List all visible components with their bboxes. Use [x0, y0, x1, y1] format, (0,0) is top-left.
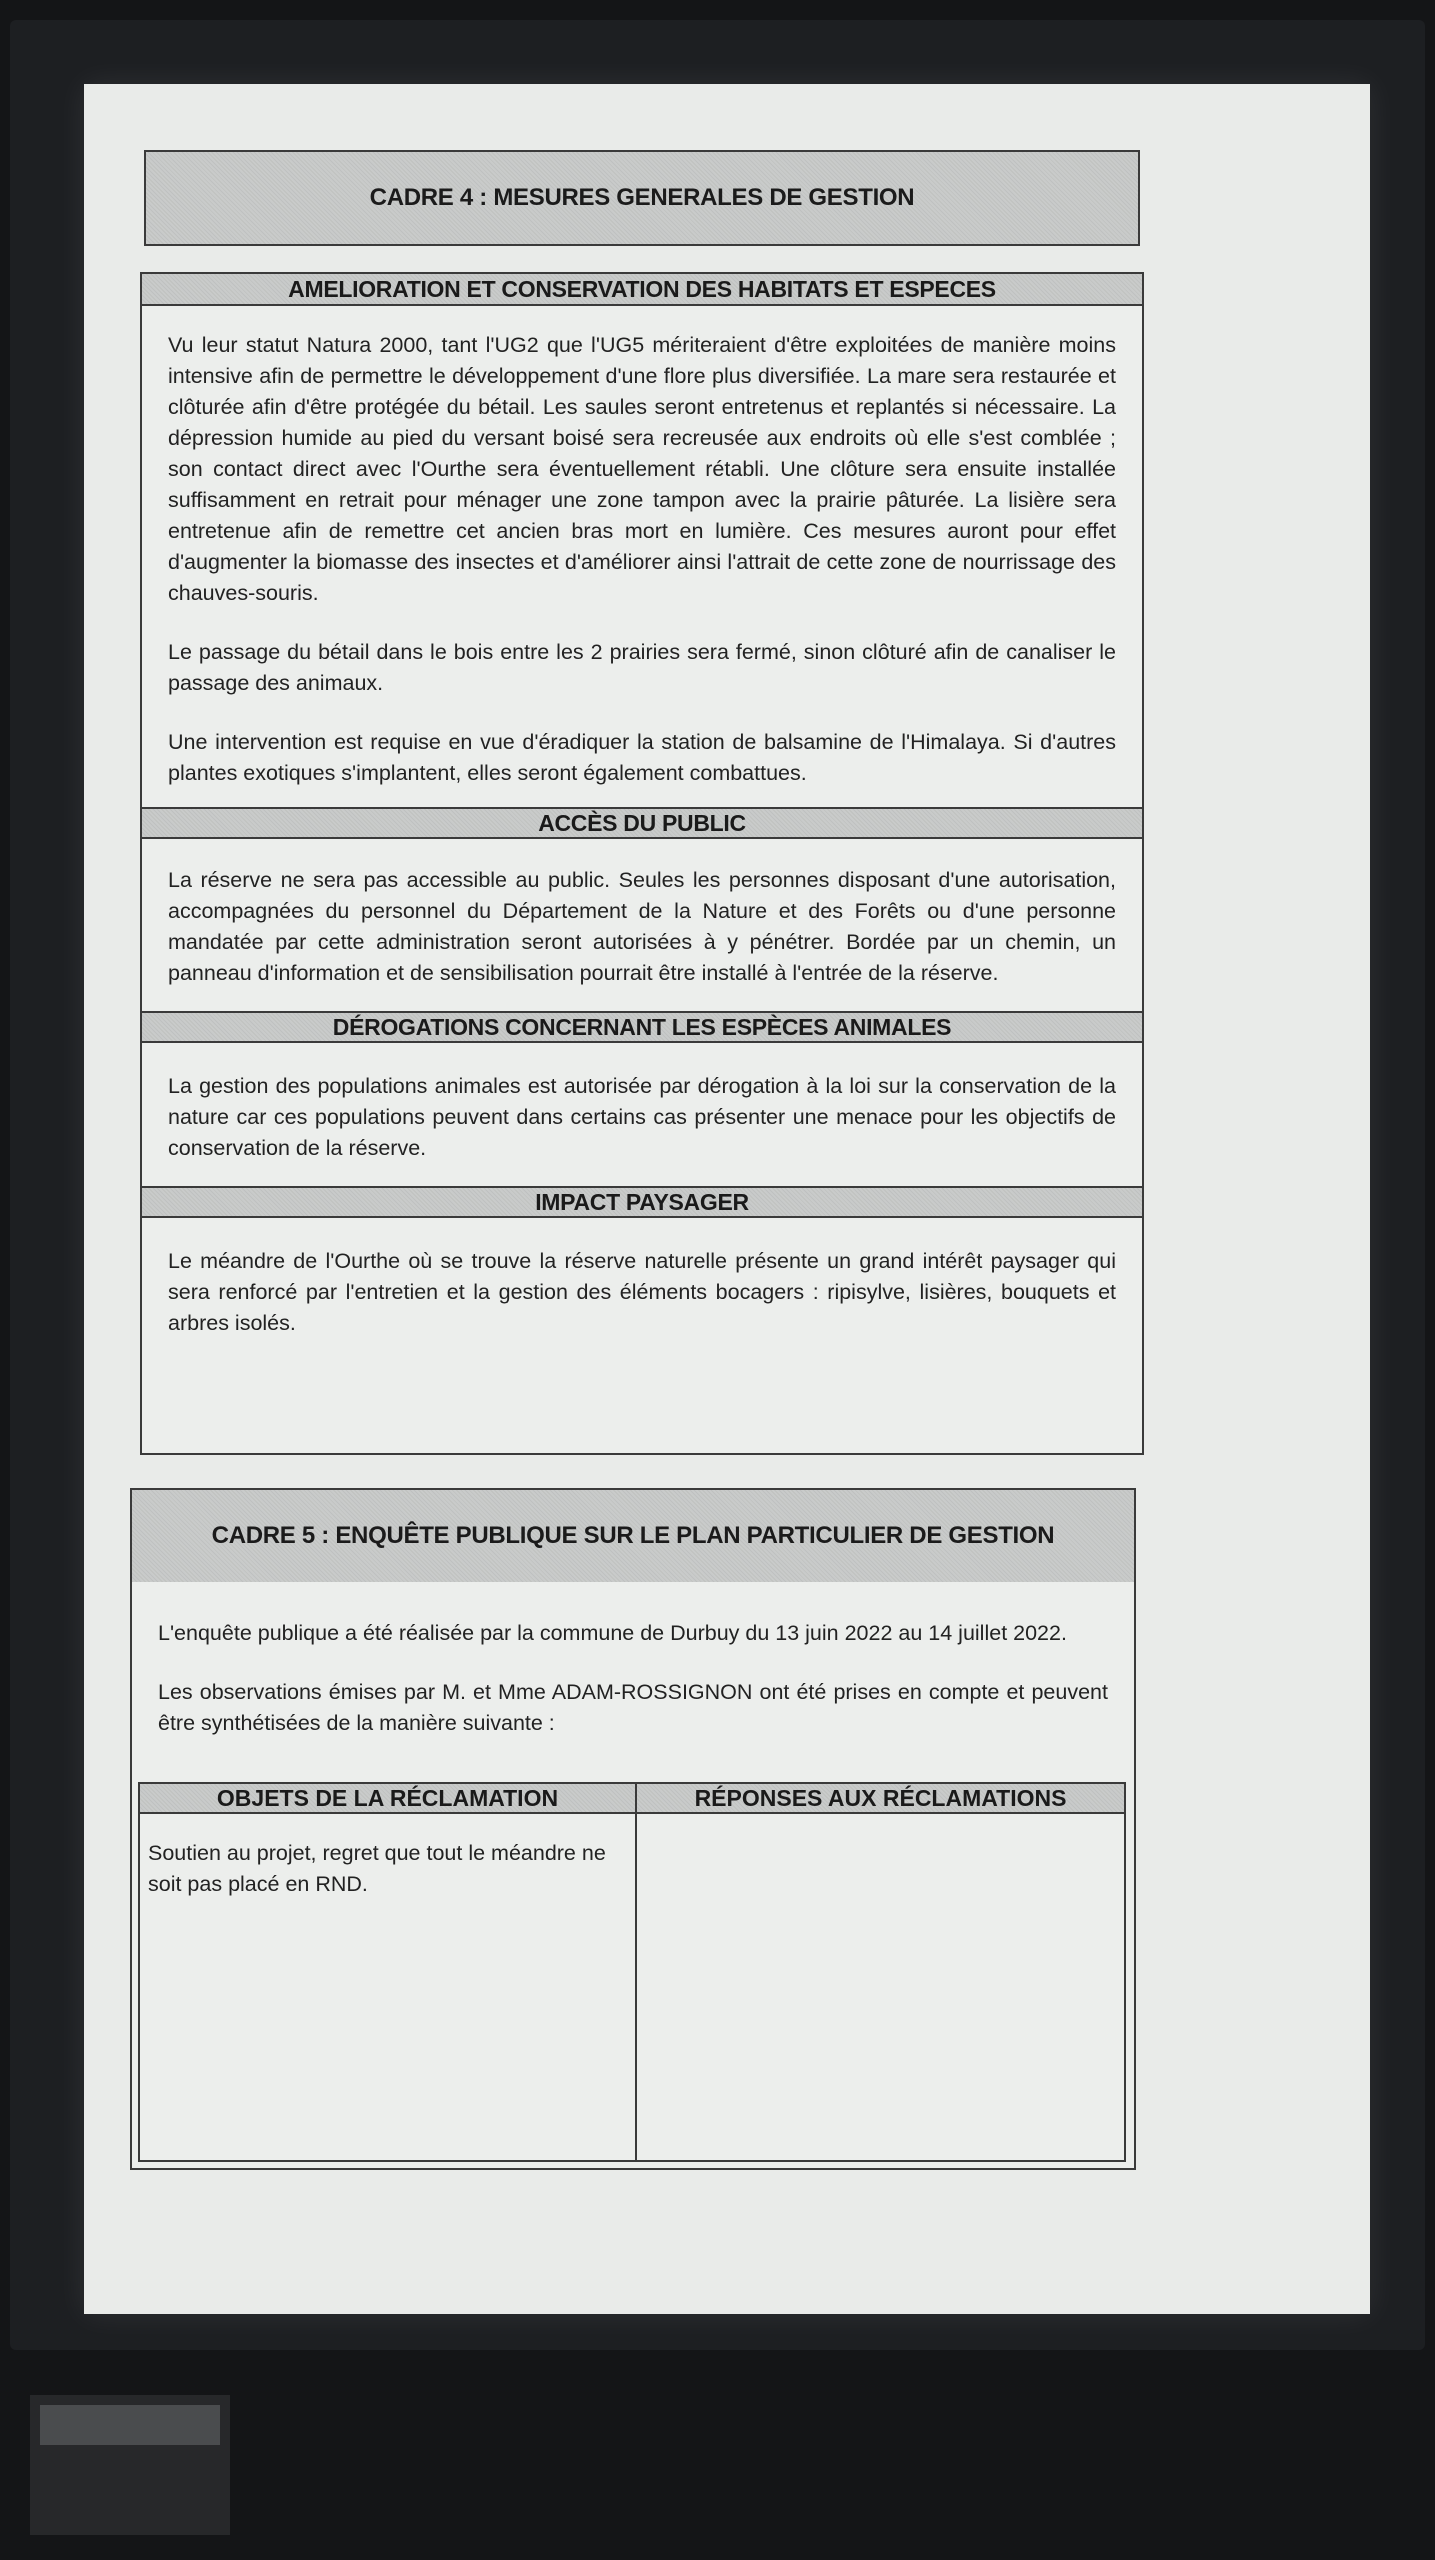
paragraph: Le méandre de l'Ourthe où se trouve la réserve naturelle présente un grand intérêt paysager qui sera renforcé par l'entretien et la gestion des éléments bocagers : ripisylve, lisières, bouquets et arbres isolés.: [168, 1249, 1116, 1335]
paragraph: La réserve ne sera pas accessible au public. Seules les personnes disposant d'une autorisation, accompagnées du personnel du Département de la Nature et des Forêts ou d'une personne mandatée par cette administration seront autorisées à y pénétrer. Bordée par un chemin, un panneau d'information et de sensibilisation pourrait être installé à l'entrée de la réserve.: [168, 868, 1116, 985]
stand-label-plate: [40, 2405, 220, 2445]
cadre4-title-box: [144, 150, 1140, 246]
table-header-objects: OBJETS DE LA RÉCLAMATION: [140, 1782, 635, 1814]
table-cell-object: Soutien au projet, regret que tout le méandre ne soit pas placé en RND.: [148, 1841, 606, 1896]
paragraph: La gestion des populations animales est autorisée par dérogation à la loi sur la conservation de la nature car ces populations peuvent dans certains cas présenter une menace pour les objectifs de conservation de la réserve.: [168, 1074, 1116, 1160]
table-header-responses: RÉPONSES AUX RÉCLAMATIONS: [637, 1782, 1124, 1814]
section-body-derogations: [142, 1043, 1142, 1186]
section-body-landscape: [142, 1218, 1142, 1339]
section-heading-landscape: IMPACT PAYSAGER: [142, 1186, 1142, 1218]
cadre4-title: CADRE 4 : MESURES GENERALES DE GESTION: [369, 184, 915, 211]
cadre5-title-box: [130, 1488, 1136, 1584]
cadre5-title: CADRE 5 : ENQUÊTE PUBLIQUE SUR LE PLAN PARTICULIER DE GESTION: [211, 1522, 1055, 1549]
cadre5-box: [130, 1582, 1136, 2170]
section-heading-derogations: DÉROGATIONS CONCERNANT LES ESPÈCES ANIMALES: [142, 1011, 1142, 1043]
cadre5-observations: Les observations émises par M. et Mme ADAM-ROSSIGNON ont été prises en compte et peuvent être synthétisées de la manière suivante :: [158, 1680, 1108, 1735]
section-heading-habitats: AMELIORATION ET CONSERVATION DES HABITATS ET ESPECES: [142, 274, 1142, 306]
paragraph: Une intervention est requise en vue d'éradiquer la station de balsamine de l'Himalaya. Si d'autres plantes exotiques s'implantent, elles seront également combattues.: [168, 730, 1116, 785]
paragraph: Le passage du bétail dans le bois entre les 2 prairies sera fermé, sinon clôturé afin de canaliser le passage des animaux.: [168, 640, 1116, 695]
section-body-habitats: [142, 306, 1142, 807]
paragraph: Vu leur statut Natura 2000, tant l'UG2 que l'UG5 mériteraient d'être exploitées de manière moins intensive afin de permettre le développement d'une flore plus diversifiée. La mare sera restaurée et clôturée afin d'être protégée du bétail. Les saules seront entretenus et replantés si nécessaire. La dépression humide au pied du versant boisé sera recreusée aux endroits où elle s'est comblée ; son contact direct avec l'Ourthe sera éventuellement rétabli. Une clôture sera ensuite installée suffisamment en retrait pour ménager une zone tampon avec la prairie pâturée. La lisière sera entretenue afin de remettre cet ancien bras mort en lumière. Ces mesures auront pour effet d'augmenter la biomasse des insectes et d'améliorer ainsi l'attrait de cette zone de nourrissage des chauves-souris.: [168, 333, 1116, 605]
table-cell-response: [637, 1814, 1124, 1838]
reclamation-table: [138, 1782, 1126, 2162]
cadre4-box: [140, 272, 1144, 1455]
cadre5-text: [132, 1582, 1134, 1739]
table-column-objects: [140, 1782, 637, 2160]
section-body-public-access: [142, 839, 1142, 1011]
table-column-responses: [637, 1782, 1124, 2160]
section-heading-public-access: ACCÈS DU PUBLIC: [142, 807, 1142, 839]
cadre5-intro: L'enquête publique a été réalisée par la commune de Durbuy du 13 juin 2022 au 14 juillet 2022.: [158, 1621, 1067, 1645]
